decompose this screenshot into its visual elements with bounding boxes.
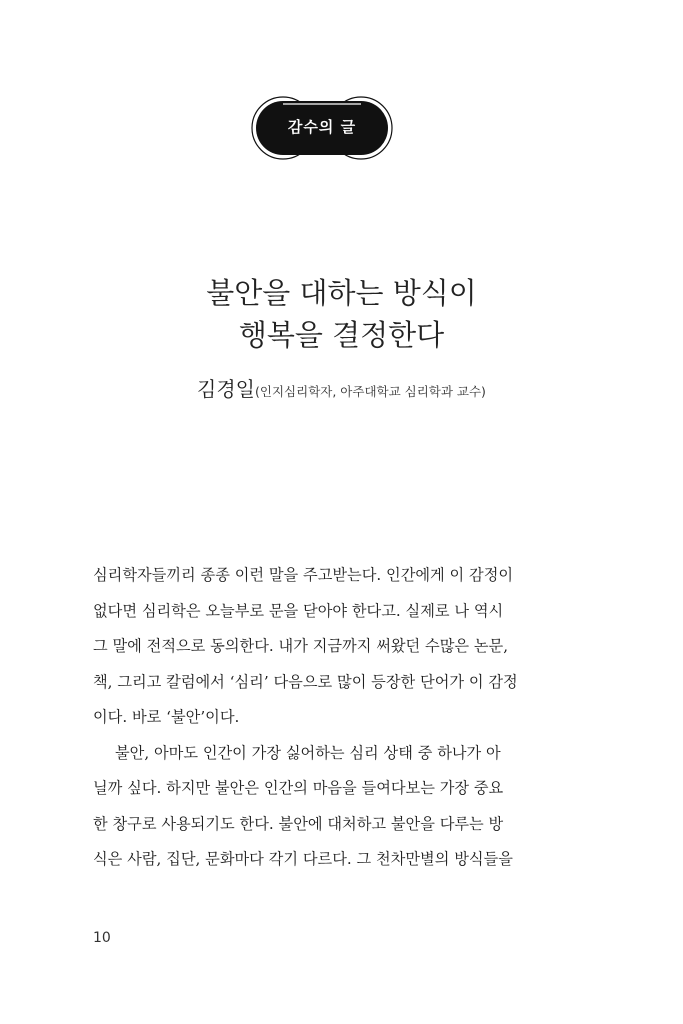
body-line: 불안, 아마도 인간이 가장 싫어하는 심리 상태 중 하나가 아 [115, 743, 501, 762]
section-badge [249, 94, 395, 162]
body-line: 한 창구로 사용되기도 한다. 불안에 대처하고 불안을 다루는 방 [93, 814, 504, 833]
body-line: 없다면 심리학은 오늘부로 문을 닫아야 한다고. 실제로 나 역시 [93, 601, 504, 620]
page-number: 10 [93, 930, 111, 946]
body-text [93, 558, 555, 878]
chapter-title [0, 272, 683, 356]
paragraph-1 [93, 558, 555, 736]
author-affiliation: (인지심리학자, 아주대학교 심리학과 교수) [255, 384, 486, 399]
author-name: 김경일 [197, 377, 256, 401]
body-line: 식은 사람, 집단, 문화마다 각기 다르다. 그 천차만별의 방식들을 [93, 850, 513, 868]
author-line [0, 373, 683, 402]
body-line: 닐까 싶다. 하지만 불안은 인간의 마음을 들여다보는 가장 중요 [93, 779, 504, 797]
badge-label: 감수의 글 [287, 118, 357, 136]
paragraph-2 [93, 736, 555, 878]
body-line: 책, 그리고 칼럼에서 ‘심리’ 다음으로 많이 등장한 단어가 이 감정 [93, 672, 518, 691]
body-line: 그 말에 전적으로 동의한다. 내가 지금까지 써왔던 수많은 논문, [93, 637, 509, 655]
body-line: 이다. 바로 ‘불안’이다. [93, 708, 240, 726]
body-line: 심리학자들끼리 종종 이런 말을 주고받는다. 인간에게 이 감정이 [93, 566, 514, 584]
title-line-2: 행복을 결정한다 [238, 318, 445, 352]
title-line-1: 불안을 대하는 방식이 [206, 276, 477, 310]
